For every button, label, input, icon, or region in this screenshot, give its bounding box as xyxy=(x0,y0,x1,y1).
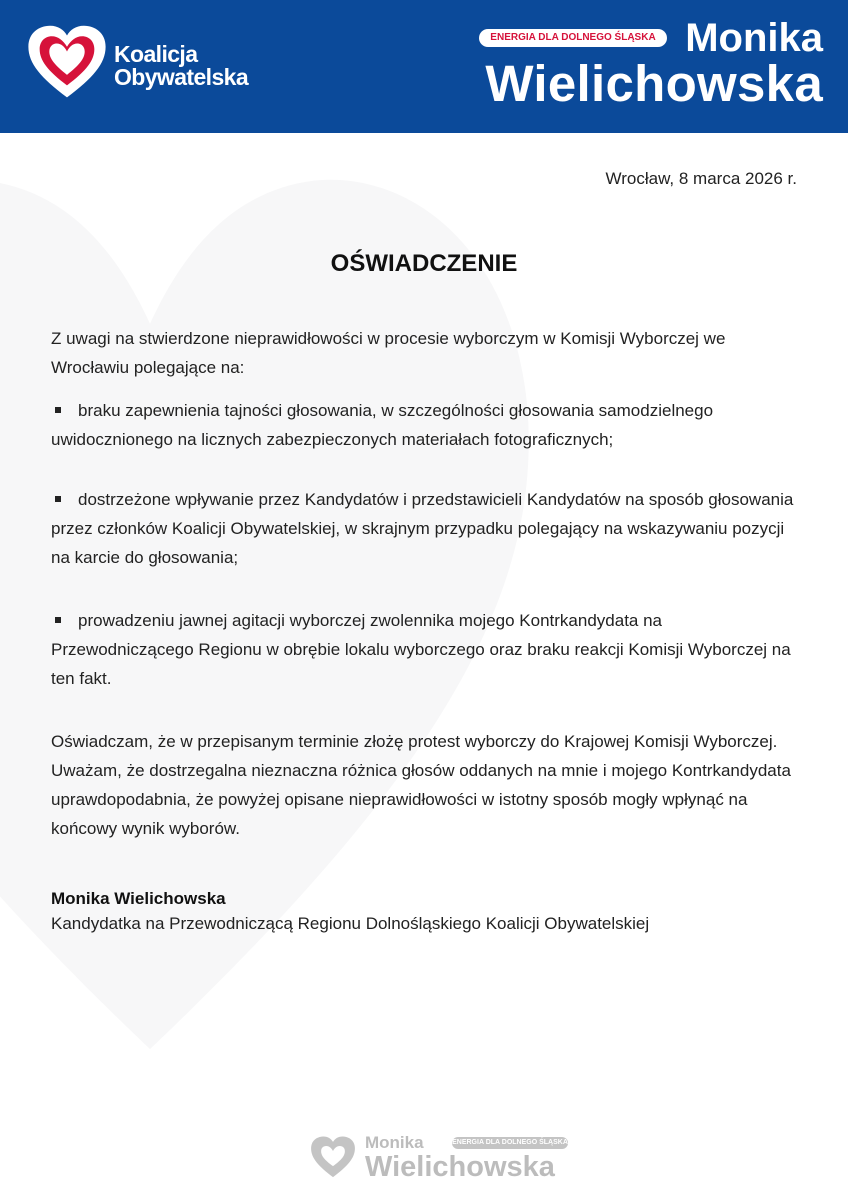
bullet-text: dostrzeżone wpływanie przez Kandydatów i przedstawicieli Kandydatów na sposób głosowania przez członków Koalicji Obywatelskiej, w skrajnym przypadku polegający na wskazywaniu pozycji na karcie do głosowania; xyxy=(51,490,794,567)
signature-name: Monika Wielichowska xyxy=(51,889,226,908)
bullet-item xyxy=(51,396,797,454)
party-name-line1: Koalicja xyxy=(114,41,198,67)
document-date: Wrocław, 8 marca 2026 r. xyxy=(605,169,797,188)
candidate-last-name: Wielichowska xyxy=(485,55,823,112)
party-name-line2: Obywatelska xyxy=(114,64,249,90)
footer-logo xyxy=(310,1133,570,1185)
party-logo-text xyxy=(114,43,248,89)
bullet-square-icon xyxy=(55,496,61,502)
footer-heart-icon xyxy=(310,1136,356,1178)
bullet-item xyxy=(51,485,797,572)
footer-badge: ENERGIA DLA DOLNEGO ŚLĄSKA xyxy=(452,1137,568,1149)
footer-first-name: Monika xyxy=(365,1133,424,1152)
signature-role: Kandydatka na Przewodniczącą Regionu Dolnośląskiego Koalicji Obywatelskiej xyxy=(51,914,650,933)
footer-last-name: Wielichowska xyxy=(365,1151,555,1183)
bullet-text: braku zapewnienia tajności głosowania, w szczególności głosowania samodzielnego uwidocznionego na licznych zabezpieczonych materiałach fotograficznych; xyxy=(51,401,714,449)
bullet-text: prowadzeniu jawnej agitacji wyborczej zwolennika mojego Kontrkandydata na Przewodniczącego Regionu w obrębie lokalu wyborczego oraz braku reakcji Komisji Wyborczej na ten fakt. xyxy=(51,611,791,688)
heart-logo-icon xyxy=(26,25,108,99)
bullet-item xyxy=(51,606,797,693)
intro-paragraph: Z uwagi na stwierdzone nieprawidłowości w procesie wyborczym w Komisji Wyborczej we Wrocławiu polegające na: xyxy=(51,329,726,377)
statement-paragraph: Oświadczam, że w przepisanym terminie złożę protest wyborczy do Krajowej Komisji Wyborczej. Uważam, że dostrzegalna nieznaczna różnica głosów oddanych na mnie i mojego Kontrkandydata uprawdopodabnia, że powyżej opisane nieprawidłowości w istotny sposób mogły wpłynąć na końcowy wynik wyborów. xyxy=(51,732,791,838)
bullet-square-icon xyxy=(55,407,61,413)
bullet-square-icon xyxy=(55,617,61,623)
document-title: OŚWIADCZENIE xyxy=(330,250,518,277)
signature-block xyxy=(51,886,797,936)
candidate-first-name: Monika xyxy=(685,16,823,60)
energy-badge: ENERGIA DLA DOLNEGO ŚLĄSKA xyxy=(479,29,667,47)
header-banner xyxy=(0,0,848,133)
